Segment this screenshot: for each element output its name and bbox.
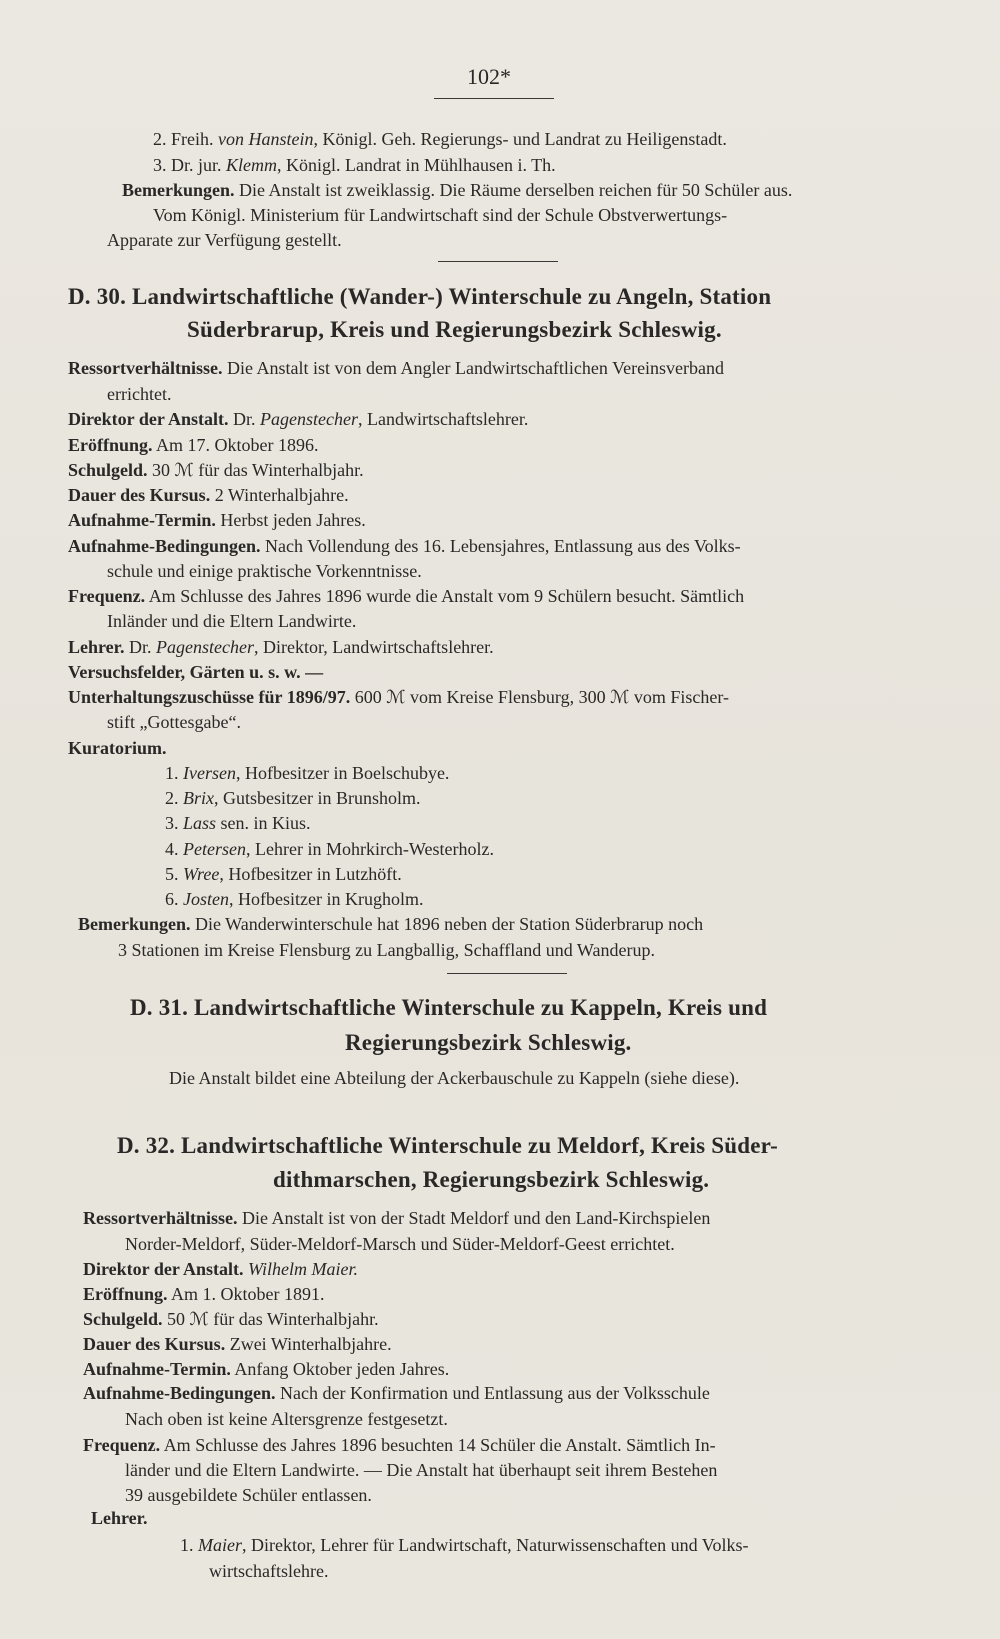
remarks-text: 3 Stationen im Kreise Flensburg zu Langballig, Schaffland und Wanderup. xyxy=(118,940,655,960)
field-value: , Landwirtschaftslehrer. xyxy=(357,409,529,429)
field-line xyxy=(83,1358,449,1380)
entry-text: , Hofbesitzer in Lutzhöft. xyxy=(219,864,402,884)
field-label: Unterhaltungszuschüsse für 1896/97. xyxy=(68,687,351,707)
field-line xyxy=(83,1308,379,1330)
entry-name: Brix xyxy=(183,788,214,808)
entry-text: sen. in Kius. xyxy=(216,813,311,833)
field-value: Nach der Konfirmation und Entlassung aus der Volksschule xyxy=(280,1383,710,1403)
field-line xyxy=(83,1434,716,1456)
entry-text: , Gutsbesitzer in Brunsholm. xyxy=(214,788,421,808)
entry-name: Lass xyxy=(183,813,217,833)
field-label: Eröffnung. xyxy=(68,435,153,455)
section-heading-d32-cont: dithmarschen, Regierungsbezirk Schleswig. xyxy=(273,1167,710,1192)
section-heading-d32: D. 32. Landwirtschaftliche Winterschule zu Meldorf, Kreis Süder- xyxy=(117,1133,779,1158)
field-label: Dauer des Kursus. xyxy=(68,485,211,505)
field-label: Schulgeld. xyxy=(83,1309,163,1329)
field-value: Am 1. Oktober 1891. xyxy=(171,1284,325,1304)
field-value: Die Anstalt ist von der Stadt Meldorf und den Land-Kirchspielen xyxy=(241,1208,711,1228)
person-name: Pagenstecher xyxy=(156,637,254,657)
field-label: Ressortverhältnisse. xyxy=(83,1208,238,1228)
field-value: , Direktor, Landwirtschaftslehrer. xyxy=(253,637,494,657)
kuratorium-entry xyxy=(165,838,494,860)
remarks-text: Die Wanderwinterschule hat 1896 neben der Station Süderbrarup noch xyxy=(195,914,704,934)
teacher-entry xyxy=(180,1534,748,1556)
field-line xyxy=(68,636,494,658)
field-line xyxy=(68,535,741,557)
field-label: Eröffnung. xyxy=(83,1284,168,1304)
field-value: errichtet. xyxy=(107,384,172,404)
entry-name: Klemm xyxy=(226,155,278,175)
remarks-line: Apparate zur Verfügung gestellt. xyxy=(107,230,342,250)
section-rule xyxy=(438,261,558,262)
header-rule xyxy=(434,98,554,99)
entry-name: Iversen xyxy=(183,763,236,783)
field-label: Aufnahme-Bedingungen. xyxy=(83,1383,276,1403)
field-label: Direktor der Anstalt. xyxy=(68,409,229,429)
field-value: Inländer und die Eltern Landwirte. xyxy=(107,611,357,631)
field-value: Am Schlusse des Jahres 1896 besuchten 14 Schüler die Anstalt. Sämtlich In- xyxy=(163,1435,716,1455)
entry-number: 2. xyxy=(153,129,167,149)
kuratorium-entry xyxy=(153,128,727,150)
entry-number: 2. xyxy=(165,788,179,808)
entry-text: , Direktor, Lehrer für Landwirtschaft, Naturwissenschaften und Volks- xyxy=(242,1535,749,1555)
section-rule xyxy=(447,973,567,974)
entry-number: 3. xyxy=(153,155,167,175)
field-line xyxy=(68,434,319,456)
field-line xyxy=(83,1382,710,1404)
field-value: Herbst jeden Jahres. xyxy=(220,510,366,530)
field-value: länder und die Eltern Landwirte. — Die Anstalt hat überhaupt seit ihrem Bestehen xyxy=(125,1460,718,1480)
field-line xyxy=(68,357,724,379)
remarks-line xyxy=(122,179,792,201)
remarks-text: Die Anstalt ist zweiklassig. Die Räume derselben reichen für 50 Schüler aus. xyxy=(239,180,793,200)
entry-number: 4. xyxy=(165,839,179,859)
field-label: Aufnahme-Termin. xyxy=(68,510,216,530)
field-line xyxy=(83,1258,358,1280)
remarks-label: Bemerkungen. xyxy=(122,180,235,200)
field-value: Zwei Winterhalbjahre. xyxy=(229,1334,392,1354)
entry-name: Wree xyxy=(183,864,220,884)
kuratorium-entry xyxy=(165,812,311,834)
field-value: Nach Vollendung des 16. Lebensjahres, Entlassung aus des Volks- xyxy=(265,536,741,556)
kuratorium-entry xyxy=(165,863,402,885)
field-line xyxy=(83,1333,392,1355)
field-line xyxy=(68,585,744,607)
entry-number: 1. xyxy=(165,763,179,783)
entry-text: , Lehrer in Mohrkirch-Westerholz. xyxy=(245,839,494,859)
section-heading-d31-cont: Regierungsbezirk Schleswig. xyxy=(345,1030,632,1055)
entry-text: , Königl. Geh. Regierungs- und Landrat zu Heiligenstadt. xyxy=(313,129,727,149)
remarks-label: Bemerkungen. xyxy=(78,914,191,934)
section-heading-d31: D. 31. Landwirtschaftliche Winterschule zu Kappeln, Kreis und xyxy=(130,995,768,1020)
field-value: Norder-Meldorf, Süder-Meldorf-Marsch und Süder-Meldorf-Geest errichtet. xyxy=(125,1234,675,1254)
field-value: Die Anstalt ist von dem Angler Landwirtschaftlichen Vereinsverband xyxy=(226,358,725,378)
field-line xyxy=(68,509,366,531)
field-label: Lehrer. xyxy=(68,637,125,657)
remarks-line xyxy=(78,913,703,935)
kuratorium-entry xyxy=(165,888,423,910)
field-label: Schulgeld. xyxy=(68,460,148,480)
person-name: Pagenstecher xyxy=(260,409,358,429)
entry-name: Maier xyxy=(198,1535,242,1555)
field-value: Nach oben ist keine Altersgrenze festgesetzt. xyxy=(125,1409,448,1429)
person-name: Wilhelm Maier. xyxy=(248,1259,358,1279)
entry-number: 1. xyxy=(180,1535,194,1555)
field-label: Kuratorium. xyxy=(68,738,167,758)
section-heading-d30: D. 30. Landwirtschaftliche (Wander-) Winterschule zu Angeln, Station xyxy=(68,284,772,309)
field-value: 30 ℳ für das Winterhalbjahr. xyxy=(152,460,364,480)
field-label: Ressortverhältnisse. xyxy=(68,358,223,378)
field-line xyxy=(68,686,729,708)
remarks-line: Vom Königl. Ministerium für Landwirtschaft sind der Schule Obstverwertungs- xyxy=(153,205,728,225)
field-value: schule und einige praktische Vorkenntnisse. xyxy=(107,561,422,581)
field-value: Dr. xyxy=(129,637,156,657)
entry-name: Petersen xyxy=(183,839,246,859)
entry-name: Josten xyxy=(183,889,229,909)
field-line xyxy=(68,484,349,506)
field-value: Am 17. Oktober 1896. xyxy=(156,435,319,455)
field-label: Versuchsfelder, Gärten u. s. w. — xyxy=(68,662,324,682)
kuratorium-entry xyxy=(153,154,556,176)
field-value: 50 ℳ für das Winterhalbjahr. xyxy=(167,1309,379,1329)
entry-prefix: Freih. xyxy=(171,129,218,149)
entry-number: 3. xyxy=(165,813,179,833)
entry-number: 6. xyxy=(165,889,179,909)
field-value: 2 Winterhalbjahre. xyxy=(214,485,349,505)
field-line xyxy=(68,408,528,430)
section-text: Die Anstalt bildet eine Abteilung der Ackerbauschule zu Kappeln (siehe diese). xyxy=(169,1068,740,1088)
entry-name: von Hanstein xyxy=(218,129,314,149)
entry-number: 5. xyxy=(165,864,179,884)
entry-text: , Hofbesitzer in Krugholm. xyxy=(228,889,424,909)
field-label: Aufnahme-Termin. xyxy=(83,1359,231,1379)
field-label: Lehrer. xyxy=(91,1508,148,1528)
field-label: Direktor der Anstalt. xyxy=(83,1259,244,1279)
entry-text: , Hofbesitzer in Boelschubye. xyxy=(235,763,450,783)
field-label: Aufnahme-Bedingungen. xyxy=(68,536,261,556)
kuratorium-entry xyxy=(165,762,449,784)
field-value: 600 ℳ vom Kreise Flensburg, 300 ℳ vom Fischer- xyxy=(354,687,729,707)
field-line xyxy=(68,459,364,481)
page-number: 102* xyxy=(467,64,511,89)
teacher-entry-cont: wirtschaftslehre. xyxy=(209,1561,329,1581)
field-value: Anfang Oktober jeden Jahres. xyxy=(234,1359,450,1379)
field-label: Frequenz. xyxy=(83,1435,161,1455)
field-value: 39 ausgebildete Schüler entlassen. xyxy=(125,1485,372,1505)
section-heading-d30-cont: Süderbrarup, Kreis und Regierungsbezirk Schleswig. xyxy=(187,317,722,342)
field-line xyxy=(83,1207,710,1229)
field-line xyxy=(83,1283,325,1305)
field-label: Frequenz. xyxy=(68,586,146,606)
entry-prefix: Dr. jur. xyxy=(171,155,227,175)
field-value: Dr. xyxy=(233,409,260,429)
field-label: Dauer des Kursus. xyxy=(83,1334,226,1354)
field-value: stift „Gottesgabe“. xyxy=(107,712,241,732)
entry-text: , Königl. Landrat in Mühlhausen i. Th. xyxy=(277,155,556,175)
field-value: Am Schlusse des Jahres 1896 wurde die Anstalt vom 9 Schülern besucht. Sämtlich xyxy=(148,586,745,606)
kuratorium-entry xyxy=(165,787,420,809)
